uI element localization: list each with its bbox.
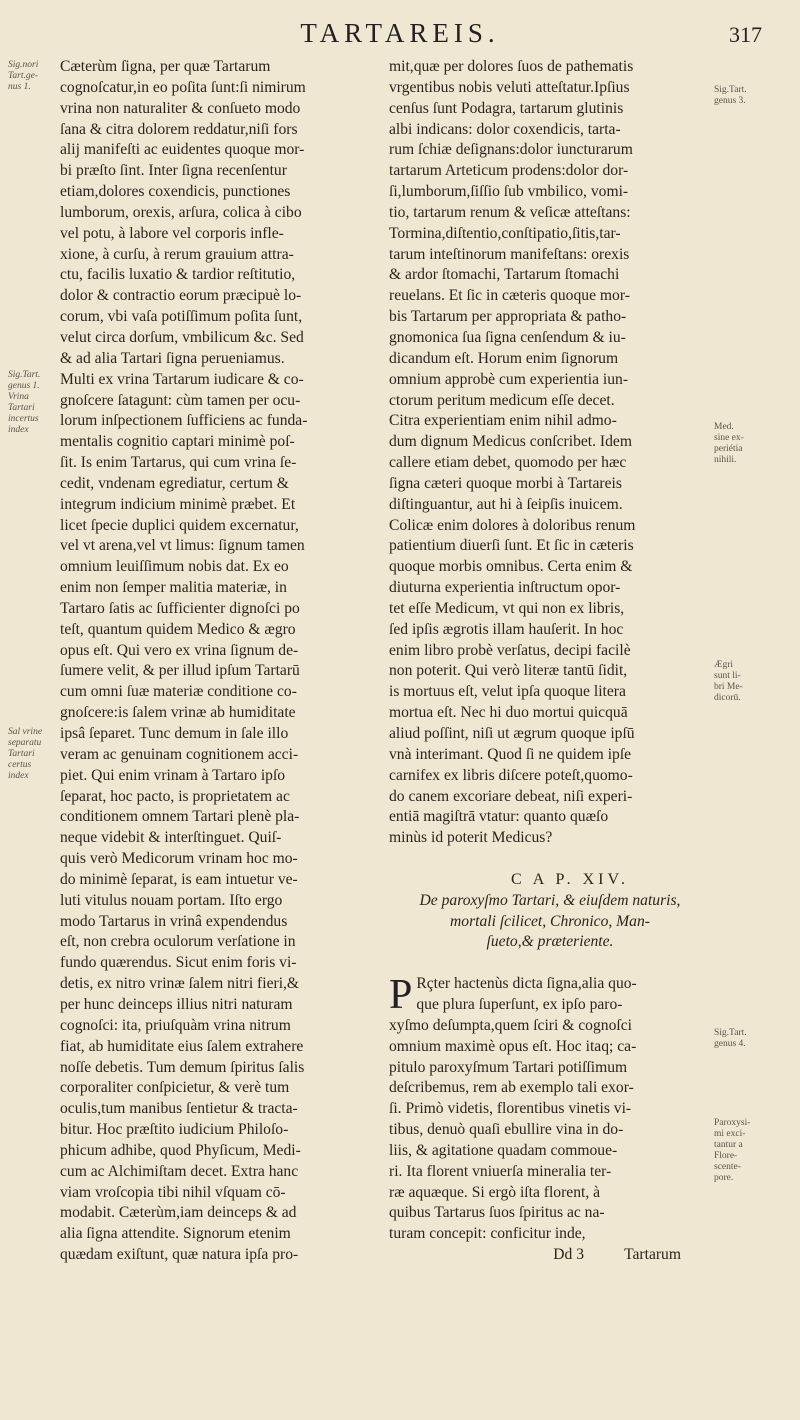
text-line: ſeparat, hoc pacto, is proprietatem ac bbox=[60, 787, 290, 805]
text-line: lumborum, orexis, arſura, colica à cibo bbox=[60, 203, 302, 221]
text-line: xione, à curſu, à rerum grauium attra- bbox=[60, 245, 294, 263]
margin-note: Sig.Tart. genus 1. Vrina Tartari incertus index bbox=[8, 370, 41, 435]
text-line: Rçter hactenùs dicta ſigna,alia quo- bbox=[416, 975, 637, 993]
text-line: tartarum Arteticum prodens:dolor dor- bbox=[389, 162, 629, 180]
margin-note: Ægri sunt li- bri Me- dicorū. bbox=[714, 660, 743, 703]
text-line: & ad alia Tartari ſigna perueniamus. bbox=[60, 349, 285, 367]
text-line: bitur. Hoc præſtito iudicium Philoſo- bbox=[60, 1121, 289, 1139]
text-line: aliud poſſint, niſi ut ægrum quoque ipſū bbox=[389, 725, 635, 742]
text-line: corporaliter conſpicietur, & verè tum bbox=[60, 1079, 290, 1097]
text-line: luti vitulus nouam portam. Iſto ergo bbox=[60, 891, 283, 909]
margin-note: Sal vrine separatu Tartari certus index bbox=[8, 727, 43, 781]
page-number: 317 bbox=[729, 22, 762, 47]
text-line: cum ac Alchimiſtam decet. Extra hanc bbox=[60, 1162, 299, 1180]
text-line: minùs id poterit Medicus? bbox=[389, 829, 553, 847]
signature-line bbox=[389, 1245, 711, 1266]
text-line: Cæterùm ſigna, per quæ Tartarum bbox=[60, 58, 271, 75]
text-line: neque videbit & interſtinguet. Quiſ- bbox=[60, 829, 282, 847]
text-line: bis Tartarum per appropriata & patho- bbox=[389, 308, 627, 326]
chapter-subtitle: De paroxyſmo Tartari, & eiuſdem naturis, bbox=[419, 891, 681, 909]
text-line: ſed ipſis ægrotis illam hauſerit. In hoc bbox=[389, 620, 624, 638]
text-line: reuelans. Et ſic in cæteris quoque mor- bbox=[389, 287, 630, 305]
text-line: cognoſcatur,in eo poſita ſunt:ſi nimirum bbox=[60, 78, 306, 96]
text-line: viam vroſcopia tibi nihil vſquam cō- bbox=[60, 1183, 286, 1201]
text-line: fiat, ab humiditate eius ſalem extrahere bbox=[60, 1037, 304, 1055]
right-column-top-text bbox=[389, 57, 711, 849]
signature-mark: Dd 3 bbox=[553, 1246, 585, 1264]
text-line: mortua eſt. Nec hi duo mortui quicquā bbox=[389, 704, 628, 722]
text-line: dum dignum Medicus conſcribet. Idem bbox=[389, 433, 632, 451]
text-line: velut circa dorſum, vmbilicum &c. Sed bbox=[60, 328, 304, 346]
text-line: vnà interimant. Quod ſi ne quidem ipſe bbox=[389, 745, 632, 763]
chapter-body bbox=[389, 974, 711, 1245]
margin-note: Sig.Tart. genus 4. bbox=[714, 1028, 747, 1049]
text-line: dicandum eſt. Horum enim ſignorum bbox=[389, 349, 619, 367]
text-line: albi indicans: dolor coxendicis, tarta- bbox=[389, 120, 621, 138]
text-line: ctorum peritum medicum eſſe decet. bbox=[389, 391, 615, 409]
text-line: alia ſigna attendite. Signorum etenim bbox=[60, 1225, 291, 1243]
text-line: callere etiam debet, quomodo per hæc bbox=[389, 454, 627, 472]
text-line: non poterit. Qui verò literæ tantū ſidit, bbox=[389, 662, 628, 680]
text-line: is mortuus eſt, velut ipſa quoque litera bbox=[389, 683, 626, 701]
text-line: alij manifeſti ac euidentes quoque mor- bbox=[60, 141, 305, 159]
text-line: noſſe debetis. Tum demum ſpiritus ſalis bbox=[60, 1058, 305, 1076]
text-line: liis, & agitatione quadam commoue- bbox=[389, 1141, 618, 1159]
text-line: rum ſchiæ deſignans:dolor iuncturarum bbox=[389, 141, 633, 159]
text-line: quibus Tartarus ſuos ſpiritus ac na- bbox=[389, 1204, 605, 1222]
text-line: licet ſpecie duplici quidem excernatur, bbox=[60, 516, 299, 534]
text-line: diſtinguantur, aut hi à ſeipſis inuicem. bbox=[389, 495, 623, 513]
text-line: ræ aquæque. Si ergò iſta florent, à bbox=[389, 1183, 601, 1201]
text-line: xyſmo deſumpta,quem ſciri & cognoſci bbox=[389, 1016, 632, 1034]
page-header bbox=[0, 18, 800, 58]
margin-note: Paroxysi- mi exci- tantur a Flore- scente- pore. bbox=[714, 1118, 751, 1183]
text-line: do minimè ſeparat, is eam intuetur ve- bbox=[60, 870, 298, 888]
text-line: corum, vbi vaſa potiſſimum poſita ſunt, bbox=[60, 308, 303, 326]
text-line: patientium diuerſi ſunt. Et ſic in cæteris bbox=[389, 537, 634, 555]
text-line: tio, tartarum renum & veſicæ atteſtans: bbox=[389, 203, 631, 221]
text-line: eſt, non crebra oculorum verſatione in bbox=[60, 933, 296, 951]
drop-cap: P bbox=[389, 972, 413, 1019]
text-line: Multi ex vrina Tartarum iudicare & co- bbox=[60, 370, 304, 388]
text-line: Tormina,diſtentio,conſtipatio,ſitis,tar- bbox=[389, 224, 621, 242]
text-line: phicum adhibe, quod Phyſicum, Medi- bbox=[60, 1141, 301, 1159]
text-line: per hunc deinceps illius nitri naturam bbox=[60, 995, 293, 1013]
text-line: gnoſcere ſatagunt: cùm tamen per ocu- bbox=[60, 391, 301, 409]
chapter-subtitle: ſueto,& præteriente. bbox=[486, 933, 614, 951]
text-line: ſit. Is enim Tartarus, qui cum vrina ſe- bbox=[60, 454, 297, 472]
text-line: vel vt arena,vel vt limus: ſignum tamen bbox=[60, 537, 305, 555]
text-line: gnoſcere:is ſalem vrinæ ab humiditate bbox=[60, 704, 296, 722]
text-line: cum omni ſuæ materiæ conditione co- bbox=[60, 683, 297, 701]
running-head: TARTAREIS. bbox=[300, 18, 500, 48]
right-text-column bbox=[389, 57, 711, 1266]
text-line: carnifex ex libris diſcere poteſt,quomo- bbox=[389, 766, 633, 784]
margin-note: Sig.Tart. genus 3. bbox=[714, 85, 747, 106]
text-line: Citra experientiam enim nihil admo- bbox=[389, 412, 617, 430]
text-line: mit,quæ per dolores ſuos de pathematis bbox=[389, 58, 634, 75]
text-line: ctu, facilis luxatio & tardior reſtitutio, bbox=[60, 266, 296, 284]
catchword: Tartarum bbox=[624, 1246, 681, 1264]
text-line: veram ac genuinam cognitionem acci- bbox=[60, 745, 299, 763]
text-line: tibus, denuò quaſi ebullire vina in do- bbox=[389, 1121, 624, 1139]
text-line: enim libro probè verſatus, decipi facilè bbox=[389, 641, 631, 659]
text-line: Tartaro ſatis ac ſufficienter dignoſci po bbox=[60, 599, 300, 617]
text-line: detis, ex nitro vrinæ ſalem nitri fieri,& bbox=[60, 975, 300, 993]
text-line: ſumere velit, & per illud ipſum Tartarū bbox=[60, 662, 300, 680]
text-line: lorum inſpectionem ſufficiens ac funda- bbox=[60, 412, 308, 430]
text-line: pitulo paroxyſmum Tartari potiſſimum bbox=[389, 1058, 628, 1076]
text-line: mentalis cognitio captari minimè poſ- bbox=[60, 433, 295, 451]
text-line: ſigna cæteri quoque morbi à Tartareis bbox=[389, 474, 622, 492]
text-line: vrina non naturaliter & conſueto modo bbox=[60, 99, 301, 117]
text-line: cenſus ſunt Podagra, tartarum glutinis bbox=[389, 99, 624, 117]
chapter-subtitle: mortali ſcilicet, Chronico, Man- bbox=[450, 912, 650, 930]
text-line: entiā magiſtrā vtatur: quanto quæſo bbox=[389, 808, 609, 826]
text-line: do canem excoriare debeat, niſi experi- bbox=[389, 787, 633, 805]
text-line: que plura ſuperſunt, ex ipſo paro- bbox=[416, 995, 623, 1013]
text-line: cognoſci: ita, priuſquàm vrina nitrum bbox=[60, 1016, 291, 1034]
left-text-column bbox=[60, 57, 385, 1266]
text-line: ſi,lumborum,ſiſſio ſub vmbilico, vomi- bbox=[389, 183, 629, 201]
text-line: tet eſſe Medicum, vt qui non ex libris, bbox=[389, 599, 625, 617]
text-line: omnium leuiſſimum nobis dat. Ex eo bbox=[60, 558, 289, 576]
text-line: ri. Ita florent vniuerſa mineralia ter- bbox=[389, 1162, 612, 1180]
text-line: & ardor ſtomachi, Tartarum ſtomachi bbox=[389, 266, 620, 284]
text-line: tarum inteſtinorum manifeſtans: orexis bbox=[389, 245, 630, 263]
text-line: ipsâ ſeparet. Tunc demum in ſale illo bbox=[60, 725, 289, 742]
text-line: fundo quærendus. Sicut enim foris vi- bbox=[60, 954, 297, 972]
text-line: teſt, quantum quidem Medico & ægro bbox=[60, 620, 296, 638]
text-line: turam concepit: conficitur inde, bbox=[389, 1225, 586, 1243]
text-line: omnium approbè cum experientia iun- bbox=[389, 370, 629, 388]
text-line: quis verò Medicorum vrinam hoc mo- bbox=[60, 850, 298, 868]
text-line: ſana & citra dolorem reddatur,niſi fors bbox=[60, 120, 298, 138]
text-line: conditionem omnem Tartari plenè pla- bbox=[60, 808, 300, 826]
margin-note: Sig.nori Tart.ge- nus 1. bbox=[8, 60, 39, 92]
text-line: oculis,tum manibus ſentietur & tracta- bbox=[60, 1100, 298, 1118]
text-line: modabit. Cæterùm,iam deinceps & ad bbox=[60, 1204, 297, 1222]
text-line: gnomonica ſua ſigna cenſendum & iu- bbox=[389, 328, 626, 346]
text-line: dolor & contractio eorum præcipuè lo- bbox=[60, 287, 302, 305]
text-line: deſcribemus, rem ab exemplo tali exor- bbox=[389, 1079, 634, 1097]
text-line: vrgentibus nobis veluti atteſtatur.Ipſius bbox=[389, 78, 630, 96]
text-line: omnium maximè opus eſt. Hoc itaq; ca- bbox=[389, 1037, 637, 1055]
text-line: quoque morbis omnibus. Certa enim & bbox=[389, 558, 633, 576]
text-line: diuturna experientia inſtructum opor- bbox=[389, 579, 621, 597]
text-line: quædam exiſtunt, quæ natura ipſa pro- bbox=[60, 1246, 299, 1264]
text-line: modo Tartarus in vrinâ expendendus bbox=[60, 912, 288, 930]
text-line: cedit, vndenam egrediatur, certum & bbox=[60, 474, 289, 492]
text-line: etiam,dolores coxendicis, punctiones bbox=[60, 183, 291, 201]
chapter-heading: C A P. XIV. bbox=[511, 870, 629, 888]
text-line: ſi. Primò videtis, florentibus vinetis vi- bbox=[389, 1100, 632, 1118]
text-line: Colicæ enim dolores à doloribus renum bbox=[389, 516, 636, 534]
text-line: vel potu, à labore vel corporis infle- bbox=[60, 224, 284, 242]
text-line: piet. Qui enim vrinam à Tartaro ipſo bbox=[60, 766, 286, 784]
text-line: opus eſt. Qui vero ex vrina ſignum de- bbox=[60, 641, 299, 659]
text-line: bi præſto ſint. Inter ſigna recenſentur bbox=[60, 162, 287, 180]
margin-note: Med. sine ex- periétia nihili. bbox=[714, 422, 744, 465]
text-line: enim non ſemper malitia materiæ, in bbox=[60, 579, 287, 597]
text-line: integrum indicium minimè præbet. Et bbox=[60, 495, 296, 513]
